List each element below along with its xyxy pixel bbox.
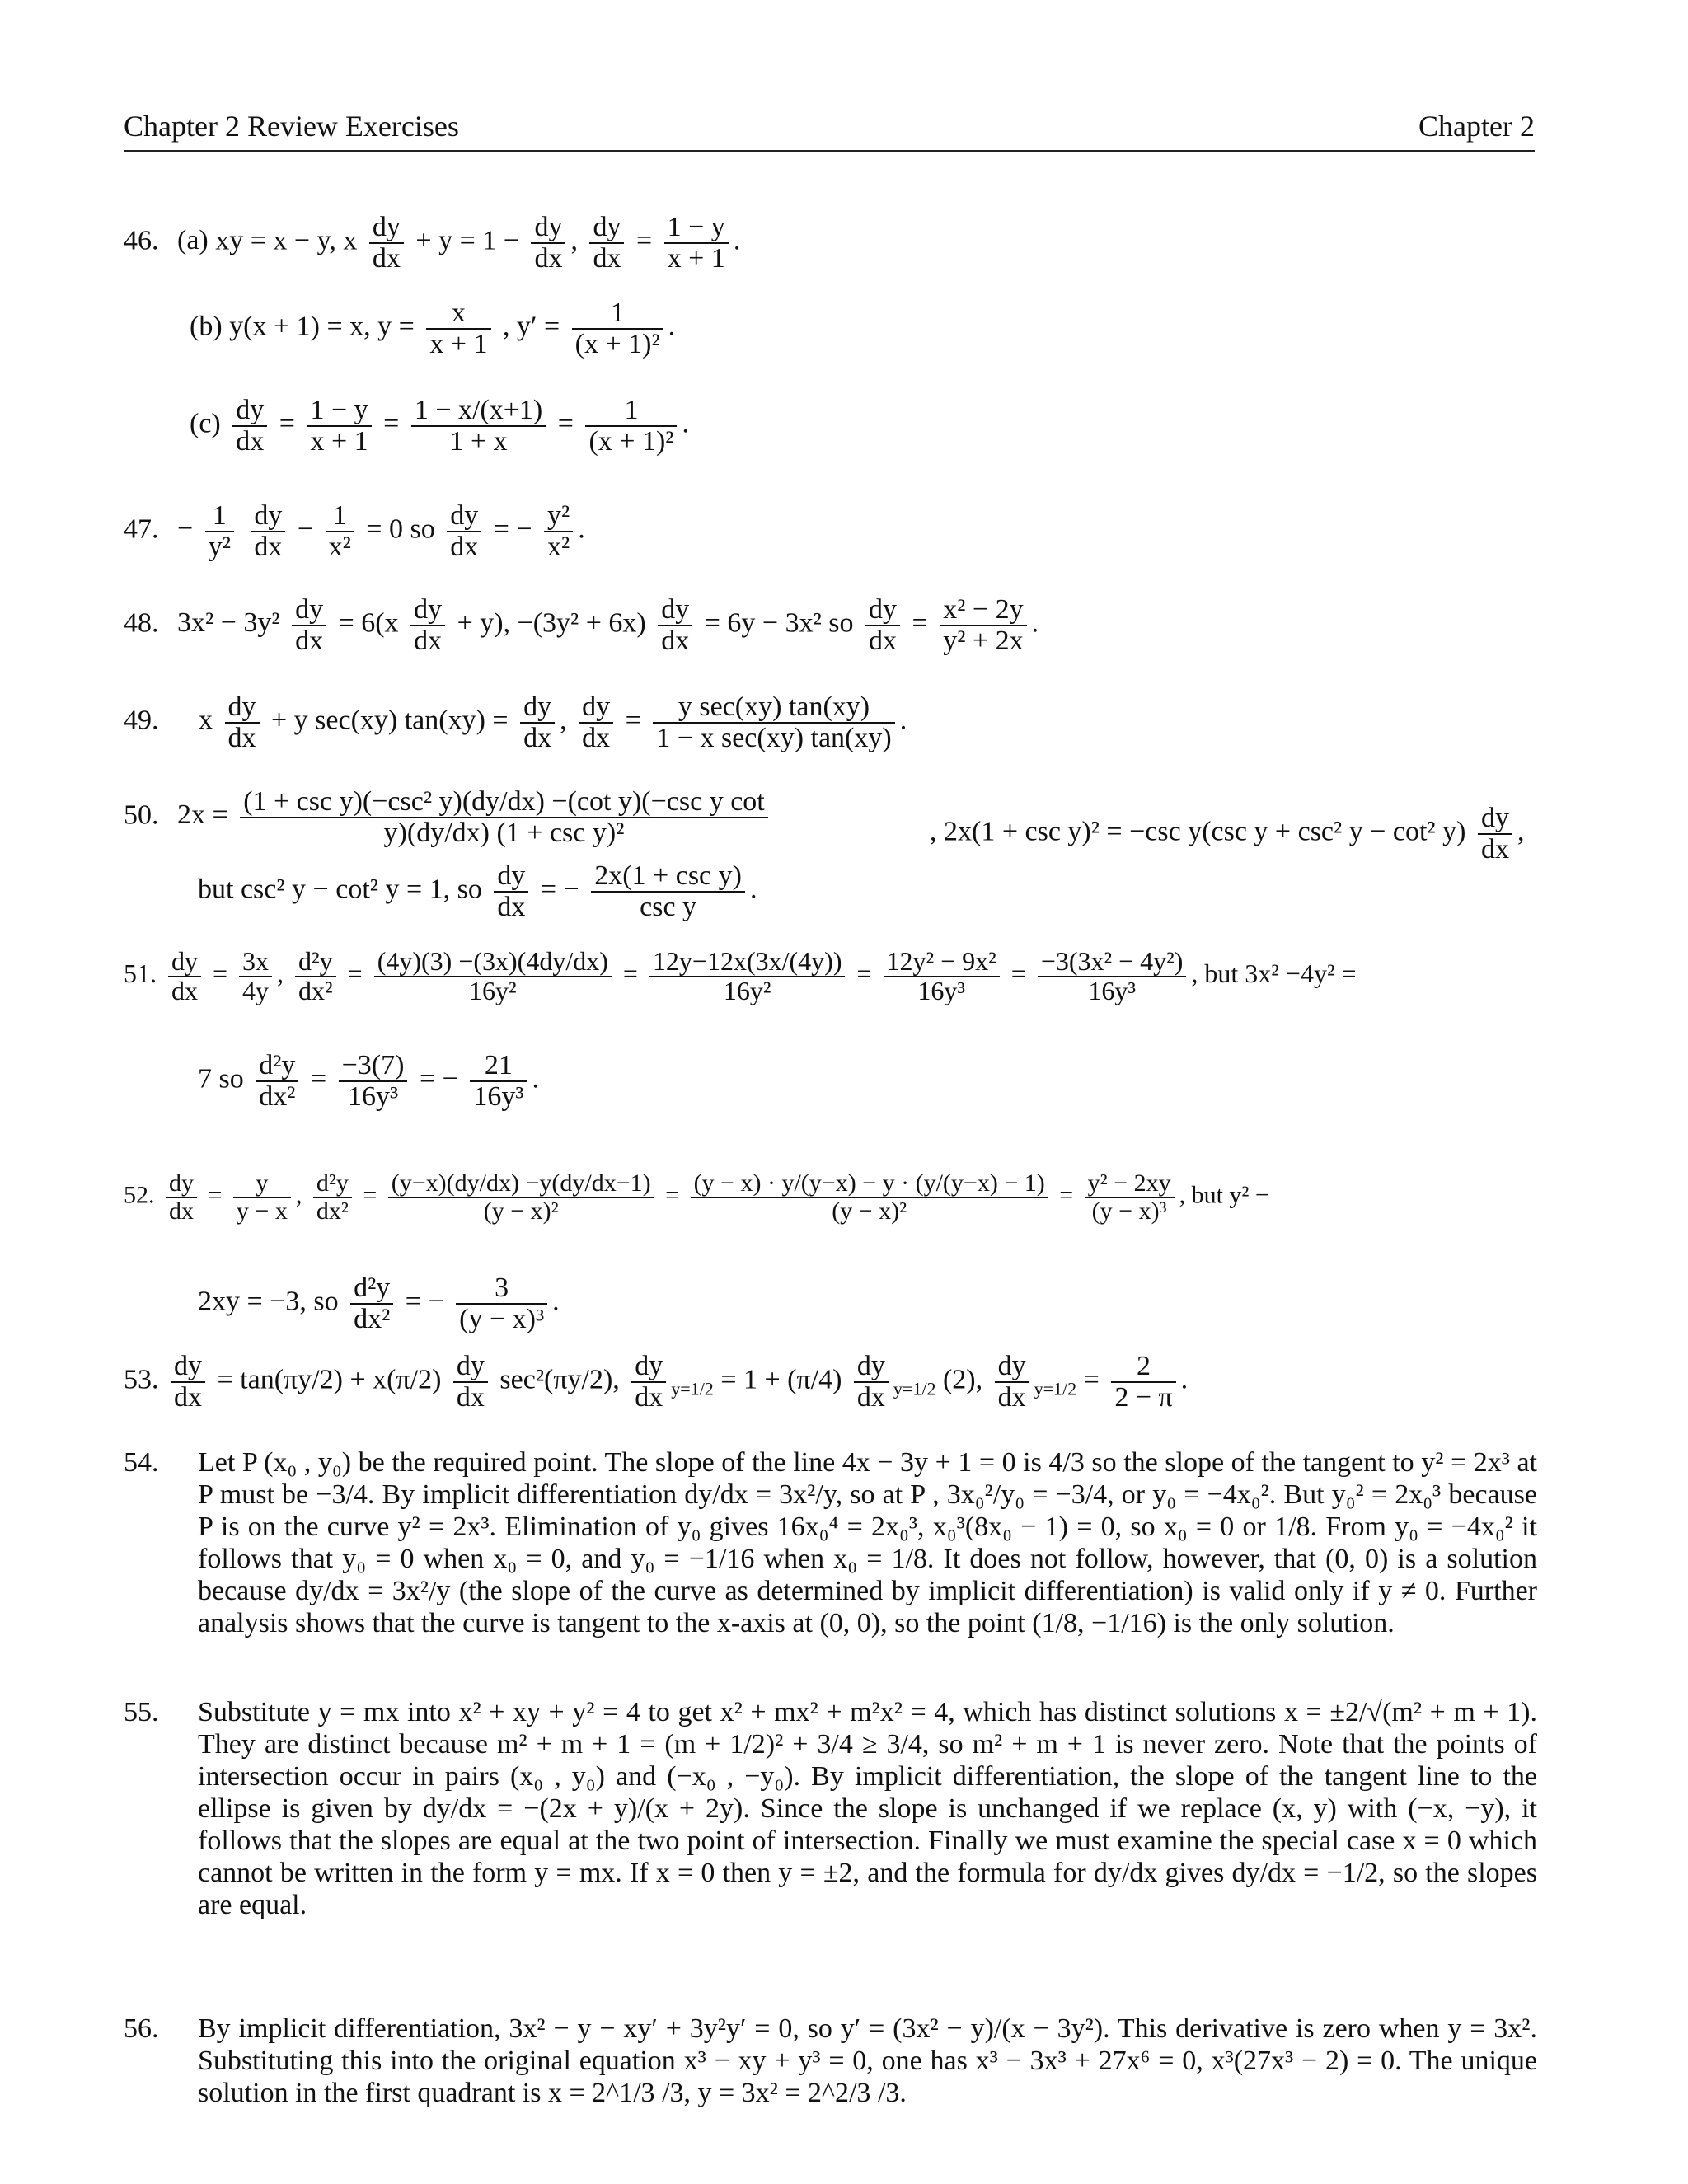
fraction-part: 21 xyxy=(470,1051,527,1082)
math-text: . xyxy=(749,874,757,905)
fraction xyxy=(520,692,555,752)
header-right: Chapter 2 xyxy=(1418,110,1535,143)
page-header xyxy=(124,109,1535,152)
fraction xyxy=(1478,804,1512,864)
fraction xyxy=(166,1170,197,1224)
fraction-part: 2 xyxy=(1111,1352,1175,1383)
fraction-part: dy xyxy=(447,501,481,532)
fraction xyxy=(544,501,573,561)
fraction xyxy=(326,501,354,561)
fraction xyxy=(292,595,326,655)
exercise-46b xyxy=(190,298,675,359)
fraction-part: dx xyxy=(456,1381,485,1413)
fraction xyxy=(350,1273,393,1333)
fraction-part: dx xyxy=(523,722,552,753)
fraction-part: dx xyxy=(372,242,401,274)
fraction-part: dx xyxy=(856,1381,885,1413)
fraction-part: (y − x)² xyxy=(483,1197,559,1225)
fraction-part: y² xyxy=(544,501,573,532)
math-text: = xyxy=(383,408,400,439)
math-text: = tan(πy/2) + x(π/2) xyxy=(217,1364,442,1395)
fraction-part: 2 − π xyxy=(1114,1381,1173,1413)
fraction-part: 1 xyxy=(205,501,234,532)
fraction-part: y² xyxy=(208,531,231,562)
fraction-part: dx xyxy=(174,1381,202,1413)
fraction xyxy=(579,692,613,752)
fraction-part: x² xyxy=(328,531,351,562)
math-text: = − xyxy=(493,513,532,545)
math-text: . xyxy=(733,225,741,256)
math-text: = − xyxy=(405,1286,444,1317)
fraction-part: dy xyxy=(494,861,528,893)
fraction xyxy=(456,1273,547,1333)
math-text: = xyxy=(310,1063,327,1094)
math-text: = xyxy=(622,958,638,988)
fraction-part: 1 − y xyxy=(664,213,729,244)
fraction xyxy=(339,1051,408,1111)
math-text: = xyxy=(213,958,228,988)
math-text: , xyxy=(560,705,567,736)
fraction-part: dx xyxy=(534,242,563,274)
fraction-part: dx² xyxy=(259,1080,296,1112)
exercise-55-text: Substitute y = mx into x² + xy + y² = 4 to get x² + mx² + m²x² = 4, which has distinct solutions x = ±2/√(m² + m + 1). They are distinct because m² + m + 1 = (m + 1/2)² + 3/4 ≥ 3/4, so m² + m + 1 is never zero. Note that the points of intersection occur in pairs (x₀ , y₀) and (−x₀ , −y₀). By implicit differentiation, the slope of the tangent line to the ellipse is given by dy/dx = −(2x + y)/(x + 2y). Since the slope is unchanged if we replace (x, y) with (−x, −y), it follows that the slopes are equal at the two point of intersection. Finally we must examine the special case x = 0 which cannot be written in the form y = mx. If x = 0 then y = ±2, and the formula for dy/dx gives dy/dx = −1/2, so the slopes are equal. xyxy=(198,1697,1537,1920)
fraction-part: (y − x) · y/(y−x) − y · (y/(y−x) − 1) xyxy=(691,1170,1048,1198)
math-text: , 2x(1 + csc y)² = −csc y(csc y + csc² y − cot² y) xyxy=(930,816,1466,847)
math-text: = xyxy=(363,1181,377,1209)
fraction-part: dx xyxy=(497,891,526,922)
fraction-part: 16y³ xyxy=(917,975,965,1005)
math-text: . xyxy=(578,513,585,545)
fraction xyxy=(1038,948,1187,1005)
math-text: = xyxy=(557,408,574,439)
fraction-part: dx xyxy=(997,1381,1026,1413)
fraction-part: x² xyxy=(547,531,570,562)
math-text: = 1 + (π/4) xyxy=(720,1364,842,1395)
exercise-52-line2 xyxy=(198,1273,560,1333)
fraction-part: 16y³ xyxy=(1088,975,1136,1005)
fraction-part: d²y xyxy=(350,1273,393,1305)
exercise-52 xyxy=(124,1170,1269,1224)
fraction xyxy=(233,1170,291,1224)
fraction xyxy=(591,861,745,921)
fraction-part: 16y³ xyxy=(347,1080,399,1112)
fraction-part: dx xyxy=(450,531,479,562)
exercise-53 xyxy=(124,1352,1188,1412)
fraction-part: −3(3x² − 4y²) xyxy=(1038,948,1187,977)
fraction xyxy=(1111,1352,1175,1412)
math-text: = xyxy=(912,607,928,639)
fraction-part: (4y)(3) −(3x)(4dy/dx) xyxy=(374,948,612,977)
fraction-part: dx xyxy=(635,1381,663,1413)
fraction-part: y² + 2x xyxy=(943,625,1024,656)
equation-text: y(x + 1) = x, y = xyxy=(229,311,415,342)
math-text: = xyxy=(856,958,872,988)
fraction xyxy=(240,787,768,847)
fraction-part: dy xyxy=(589,213,624,244)
fraction-part: dx xyxy=(414,625,443,656)
exercise-50-line2 xyxy=(198,861,757,921)
fraction xyxy=(494,861,528,921)
fraction-part: 1 xyxy=(326,501,354,532)
fraction-part: (y − x)³ xyxy=(1091,1197,1167,1225)
math-text: . xyxy=(552,1286,560,1317)
exercise-number: 48. xyxy=(124,607,159,639)
fraction-part: dy xyxy=(531,213,565,244)
math-text: = xyxy=(1083,1364,1100,1395)
fraction-part: x + 1 xyxy=(310,425,368,457)
fraction-part: (x + 1)² xyxy=(574,328,660,359)
fraction-part: dy xyxy=(232,396,267,427)
fraction-part: dy xyxy=(225,692,260,724)
fraction xyxy=(307,396,371,456)
fraction-part: 2x(1 + csc y) xyxy=(591,861,745,893)
fraction-part: dx xyxy=(227,722,256,753)
fraction xyxy=(426,298,490,359)
fraction-part: dx² xyxy=(298,975,333,1005)
exercise-54-number: 54. xyxy=(124,1447,159,1478)
math-text: = xyxy=(347,958,363,988)
fraction-part: dy xyxy=(410,595,445,626)
exercise-number: 49. xyxy=(124,705,159,736)
fraction xyxy=(585,396,677,456)
fraction-part: y² − 2xy xyxy=(1085,1170,1175,1198)
math-text: 2x = xyxy=(177,799,228,831)
fraction xyxy=(691,1170,1048,1224)
fraction-part: 3 xyxy=(456,1273,547,1305)
math-text: = 6(x xyxy=(338,607,399,639)
fraction-part: dy xyxy=(1478,804,1512,835)
fraction xyxy=(649,948,846,1005)
fraction-part: dx² xyxy=(316,1197,349,1225)
fraction xyxy=(658,595,692,655)
fraction-part: 4y xyxy=(242,975,270,1005)
exercise-54-text: Let P (x₀ , y₀) be the required point. The slope of the line 4x − 3y + 1 = 0 is 4/3 so the slope of the tangent to y² = 2x³ at P must be −3/4. By implicit differentiation dy/dx = 3x²/y, so at P , 3x₀²/y₀ = −3/4, or y₀ = −4x₀². But y₀² = 2x₀³ because P is on the curve y² = 2x³. Elimination of y₀ gives 16x₀⁴ = 2x₀³, x₀³(8x₀ − 1) = 0, so x₀ = 0 or 1/8. From y₀ = −4x₀² it follows that y₀ = 0 when x₀ = 0, and y₀ = −1/16 when x₀ = 1/8. It does not follow, however, that (0, 0) is a solution because dy/dx = 3x²/y (the slope of the curve as determined by implicit differentiation) is valid only if y ≠ 0. Further analysis shows that the curve is tangent to the x-axis at (0, 0), so the point (1/8, −1/16) is the only solution. xyxy=(198,1447,1537,1638)
fraction xyxy=(295,948,336,1005)
fraction-part: 16y² xyxy=(723,975,771,1005)
fraction xyxy=(884,948,1000,1005)
equation-text: xy = x − y, x xyxy=(215,225,358,256)
math-text: y=1/2 xyxy=(893,1378,936,1399)
fraction-part: 1 − x sec(xy) tan(xy) xyxy=(656,722,892,753)
fraction-part: dy xyxy=(171,1352,205,1383)
math-text: . xyxy=(682,408,689,439)
math-text: sec²(πy/2), xyxy=(499,1364,620,1395)
fraction xyxy=(225,692,260,752)
fraction xyxy=(940,595,1026,655)
fraction-part: dy xyxy=(520,692,555,724)
fraction xyxy=(256,1051,298,1111)
fraction-part: y − x xyxy=(236,1197,288,1225)
fraction xyxy=(995,1352,1029,1412)
fraction-part: dy xyxy=(579,692,613,724)
fraction-part: (x + 1)² xyxy=(588,425,674,457)
exercise-56-text: By implicit differentiation, 3x² − y − xy′ + 3y²y′ = 0, so y′ = (3x² − y)/(x − 3y²). This derivative is zero when y = 3x². Substituting this into the original equation x³ − xy + y³ = 0, one has x³ − 3x³ + 27x⁶ = 0, x³(27x³ − 2) = 0. The unique solution in the first quadrant is x = 2^1/3 /3, y = 3x² = 2^2/3 /3. xyxy=(198,2013,1537,2108)
fraction xyxy=(168,948,201,1005)
fraction-part: dy xyxy=(631,1352,666,1383)
math-text: + y sec(xy) tan(xy) = xyxy=(271,705,509,736)
fraction-part: 1 xyxy=(572,298,663,330)
exercise-number: 53. xyxy=(124,1364,159,1395)
fraction-part: dy xyxy=(292,595,326,626)
math-text: = xyxy=(1059,1181,1074,1209)
exercise-51-line2 xyxy=(198,1051,539,1111)
fraction-part: dx² xyxy=(354,1303,391,1334)
fraction-part: dy xyxy=(168,948,201,977)
fraction-part: y xyxy=(233,1170,291,1198)
math-text: = xyxy=(635,225,653,256)
math-text: = xyxy=(279,408,295,439)
math-text: (2), xyxy=(942,1364,983,1395)
math-text: , y′ = xyxy=(503,311,560,342)
exercise-number: 47. xyxy=(124,513,159,545)
math-text: = − xyxy=(540,874,579,905)
fraction xyxy=(239,948,272,1005)
fraction xyxy=(251,501,285,561)
math-text: = 6y − 3x² so xyxy=(704,607,854,639)
fraction-part: dy xyxy=(369,213,404,244)
equation-text: + y = 1 − xyxy=(415,225,519,256)
exercise-50 xyxy=(124,787,773,847)
fraction-part: dy xyxy=(453,1352,488,1383)
math-text: − xyxy=(177,513,194,545)
part-label: (b) xyxy=(190,311,223,342)
math-text: y=1/2 xyxy=(671,1378,714,1399)
fraction-part: dy xyxy=(854,1352,889,1383)
math-text: x xyxy=(199,705,213,736)
fraction xyxy=(531,213,565,273)
fraction-part: x² − 2y xyxy=(940,595,1026,626)
fraction xyxy=(631,1352,666,1412)
fraction xyxy=(232,396,267,456)
fraction xyxy=(854,1352,889,1412)
exercise-56-number: 56. xyxy=(124,2013,159,2044)
fraction xyxy=(313,1170,352,1224)
math-text: . xyxy=(668,311,676,342)
fraction-part: dx xyxy=(593,242,621,274)
exercise-46c xyxy=(190,396,689,456)
math-text: = xyxy=(1010,958,1026,988)
fraction xyxy=(664,213,729,273)
math-text: + y), −(3y² + 6x) xyxy=(457,607,646,639)
fraction xyxy=(171,1352,205,1412)
fraction xyxy=(1085,1170,1175,1224)
math-text: = 0 so xyxy=(366,513,435,545)
exercise-50-right xyxy=(930,804,1524,864)
exercise-51 xyxy=(124,948,1357,1005)
fraction-part: dx xyxy=(582,722,611,753)
math-text: y=1/2 xyxy=(1034,1378,1077,1399)
exercise-number: 52. xyxy=(124,1181,155,1209)
math-text: . xyxy=(899,705,907,736)
exercise-46a xyxy=(124,213,740,273)
fraction xyxy=(374,948,612,1005)
fraction xyxy=(470,1051,527,1111)
part-label: (a) xyxy=(177,225,209,256)
fraction-part: dy xyxy=(658,595,692,626)
fraction xyxy=(589,213,624,273)
fraction-part: d²y xyxy=(313,1170,352,1198)
math-text: but csc² y − cot² y = 1, so xyxy=(198,874,482,905)
fraction-part: 1 − x/(x+1) xyxy=(411,396,546,427)
math-text: − xyxy=(297,513,314,545)
math-text: . xyxy=(1031,607,1039,639)
fraction-part: 1 − y xyxy=(307,396,371,427)
fraction-part: dy xyxy=(865,595,900,626)
math-text: , xyxy=(1517,816,1525,847)
fraction-part: dx xyxy=(236,425,265,457)
exercise-number: 50. xyxy=(124,799,159,831)
fraction-part: 12y² − 9x² xyxy=(884,948,1000,977)
fraction-part: dy xyxy=(995,1352,1029,1383)
fraction-part: 16y² xyxy=(468,975,517,1005)
exercise-47 xyxy=(124,501,585,561)
exercise-49 xyxy=(124,692,907,752)
math-text: 2xy = −3, so xyxy=(198,1286,339,1317)
fraction-part: (y−x)(dy/dx) −y(dy/dx−1) xyxy=(388,1170,654,1198)
fraction xyxy=(369,213,404,273)
fraction-part: −3(7) xyxy=(339,1051,408,1082)
header-left: Chapter 2 Review Exercises xyxy=(124,110,459,143)
fraction-part: dx xyxy=(661,625,690,656)
fraction-part: x + 1 xyxy=(667,242,725,274)
math-text: , xyxy=(295,1181,302,1209)
math-text: . xyxy=(1180,1364,1189,1395)
exercise-number: 46. xyxy=(124,225,159,256)
fraction-part: 1 + x xyxy=(449,425,508,457)
fraction-part: y sec(xy) tan(xy) xyxy=(653,692,894,724)
exercise-48 xyxy=(124,595,1039,655)
fraction-part: (y − x)³ xyxy=(459,1303,545,1334)
fraction-part: d²y xyxy=(256,1051,298,1082)
fraction-part: y)(dy/dx) (1 + csc y)² xyxy=(383,817,625,848)
fraction-part: x + 1 xyxy=(429,328,488,359)
math-text: = xyxy=(665,1181,680,1209)
fraction xyxy=(410,595,445,655)
fraction-part: dy xyxy=(166,1170,197,1198)
fraction-part: 1 xyxy=(585,396,677,427)
part-label: (c) xyxy=(190,408,221,439)
math-text: 3x² − 3y² xyxy=(177,607,280,639)
exercise-number: 51. xyxy=(124,958,157,988)
math-text: , xyxy=(570,225,578,256)
fraction-part: 16y³ xyxy=(473,1080,524,1112)
math-text: . xyxy=(532,1063,540,1094)
math-text: , xyxy=(277,958,284,988)
math-text: , but 3x² −4y² = xyxy=(1191,958,1357,988)
math-text: = xyxy=(625,705,641,736)
fraction xyxy=(388,1170,654,1224)
fraction xyxy=(865,595,900,655)
fraction-part: dy xyxy=(251,501,285,532)
fraction-part: (y − x)² xyxy=(832,1197,907,1225)
fraction-part: csc y xyxy=(640,891,697,922)
math-text: , but y² − xyxy=(1179,1181,1269,1209)
fraction-part: 3x xyxy=(239,948,272,977)
fraction-part: dx xyxy=(1480,833,1509,865)
math-text: 7 so xyxy=(198,1063,244,1094)
math-text: = − xyxy=(419,1063,458,1094)
math-text: = xyxy=(208,1181,223,1209)
fraction-part: dx xyxy=(254,531,283,562)
fraction-part: d²y xyxy=(295,948,336,977)
fraction-part: 12y−12x(3x/(4y)) xyxy=(649,948,846,977)
fraction-part: dx xyxy=(171,975,198,1005)
fraction xyxy=(411,396,546,456)
fraction-part: (1 + csc y)(−csc² y)(dy/dx) −(cot y)(−csc y cot xyxy=(240,787,768,818)
fraction xyxy=(653,692,894,752)
exercise-55-number: 55. xyxy=(124,1697,159,1727)
fraction xyxy=(572,298,663,359)
fraction xyxy=(205,501,234,561)
fraction-part: x xyxy=(426,298,490,330)
fraction-part: dx xyxy=(295,625,324,656)
fraction xyxy=(453,1352,488,1412)
fraction xyxy=(447,501,481,561)
fraction-part: dx xyxy=(869,625,898,656)
fraction-part: dx xyxy=(169,1197,194,1225)
